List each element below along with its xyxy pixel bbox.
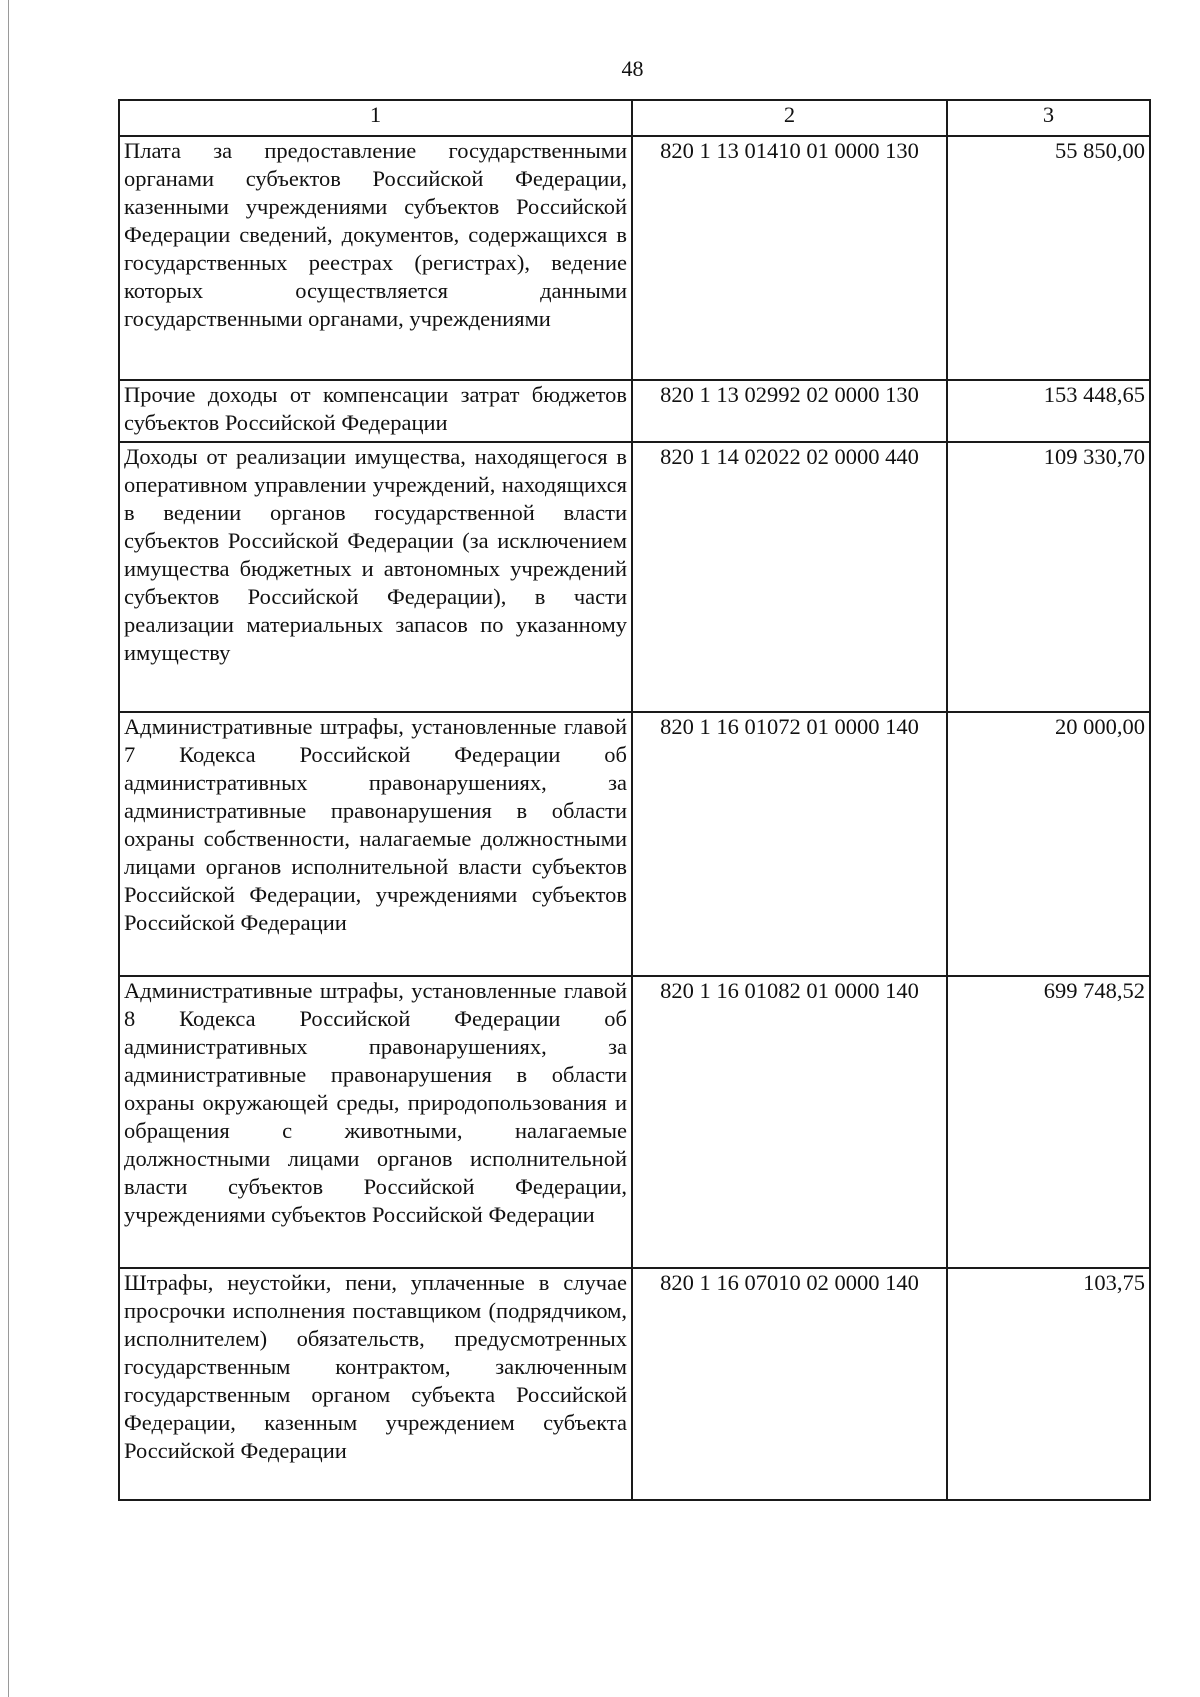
page-number: 48	[621, 56, 644, 81]
row-amount: 699 748,52	[947, 976, 1150, 1268]
row-code: 820 1 13 01410 01 0000 130	[632, 136, 947, 380]
column-header-3: 3	[947, 100, 1150, 136]
row-description: Штрафы, неустойки, пени, уплаченные в случае просрочки исполнения поставщиком (подрядчиком, исполнителем) обязательств, предусмотренных государственным контрактом, заключенным государственным органом субъекта Российской Федерации, казенным учреждением субъекта Российской Федерации	[119, 1268, 632, 1500]
table-row	[119, 442, 1150, 712]
row-amount: 20 000,00	[947, 712, 1150, 976]
table-row	[119, 136, 1150, 380]
revenue-table	[118, 99, 1151, 1501]
row-amount: 153 448,65	[947, 380, 1150, 442]
row-code: 820 1 14 02022 02 0000 440	[632, 442, 947, 712]
table-row	[119, 976, 1150, 1268]
row-description: Административные штрафы, установленные главой 8 Кодекса Российской Федерации об административных правонарушениях, за административные правонарушения в области охраны окружающей среды, природопользования и обращения с животными, налагаемые должностными лицами органов исполнительной власти субъектов Российской Федерации, учреждениями субъектов Российской Федерации	[119, 976, 632, 1268]
page-edge-line	[8, 0, 9, 1697]
row-code: 820 1 16 07010 02 0000 140	[632, 1268, 947, 1500]
table-header-row	[119, 100, 1150, 136]
row-amount: 109 330,70	[947, 442, 1150, 712]
column-header-1: 1	[119, 100, 632, 136]
row-description: Плата за предоставление государственными органами субъектов Российской Федерации, казенными учреждениями субъектов Российской Федерации сведений, документов, содержащихся в государственных реестрах (регистрах), ведение которых осуществляется данными государственными органами, учреждениями	[119, 136, 632, 380]
row-amount: 55 850,00	[947, 136, 1150, 380]
table-row	[119, 712, 1150, 976]
column-header-2: 2	[632, 100, 947, 136]
row-code: 820 1 16 01082 01 0000 140	[632, 976, 947, 1268]
row-description: Административные штрафы, установленные главой 7 Кодекса Российской Федерации об административных правонарушениях, за административные правонарушения в области охраны собственности, налагаемые должностными лицами органов исполнительной власти субъектов Российской Федерации, учреждениями субъектов Российской Федерации	[119, 712, 632, 976]
row-description: Доходы от реализации имущества, находящегося в оперативном управлении учреждений, находящихся в ведении органов государственной власти субъектов Российской Федерации (за исключением имущества бюджетных и автономных учреждений субъектов Российской Федерации), в части реализации материальных запасов по указанному имуществу	[119, 442, 632, 712]
row-code: 820 1 13 02992 02 0000 130	[632, 380, 947, 442]
table-row	[119, 1268, 1150, 1500]
row-description: Прочие доходы от компенсации затрат бюджетов субъектов Российской Федерации	[119, 380, 632, 442]
row-code: 820 1 16 01072 01 0000 140	[632, 712, 947, 976]
table-row	[119, 380, 1150, 442]
row-amount: 103,75	[947, 1268, 1150, 1500]
